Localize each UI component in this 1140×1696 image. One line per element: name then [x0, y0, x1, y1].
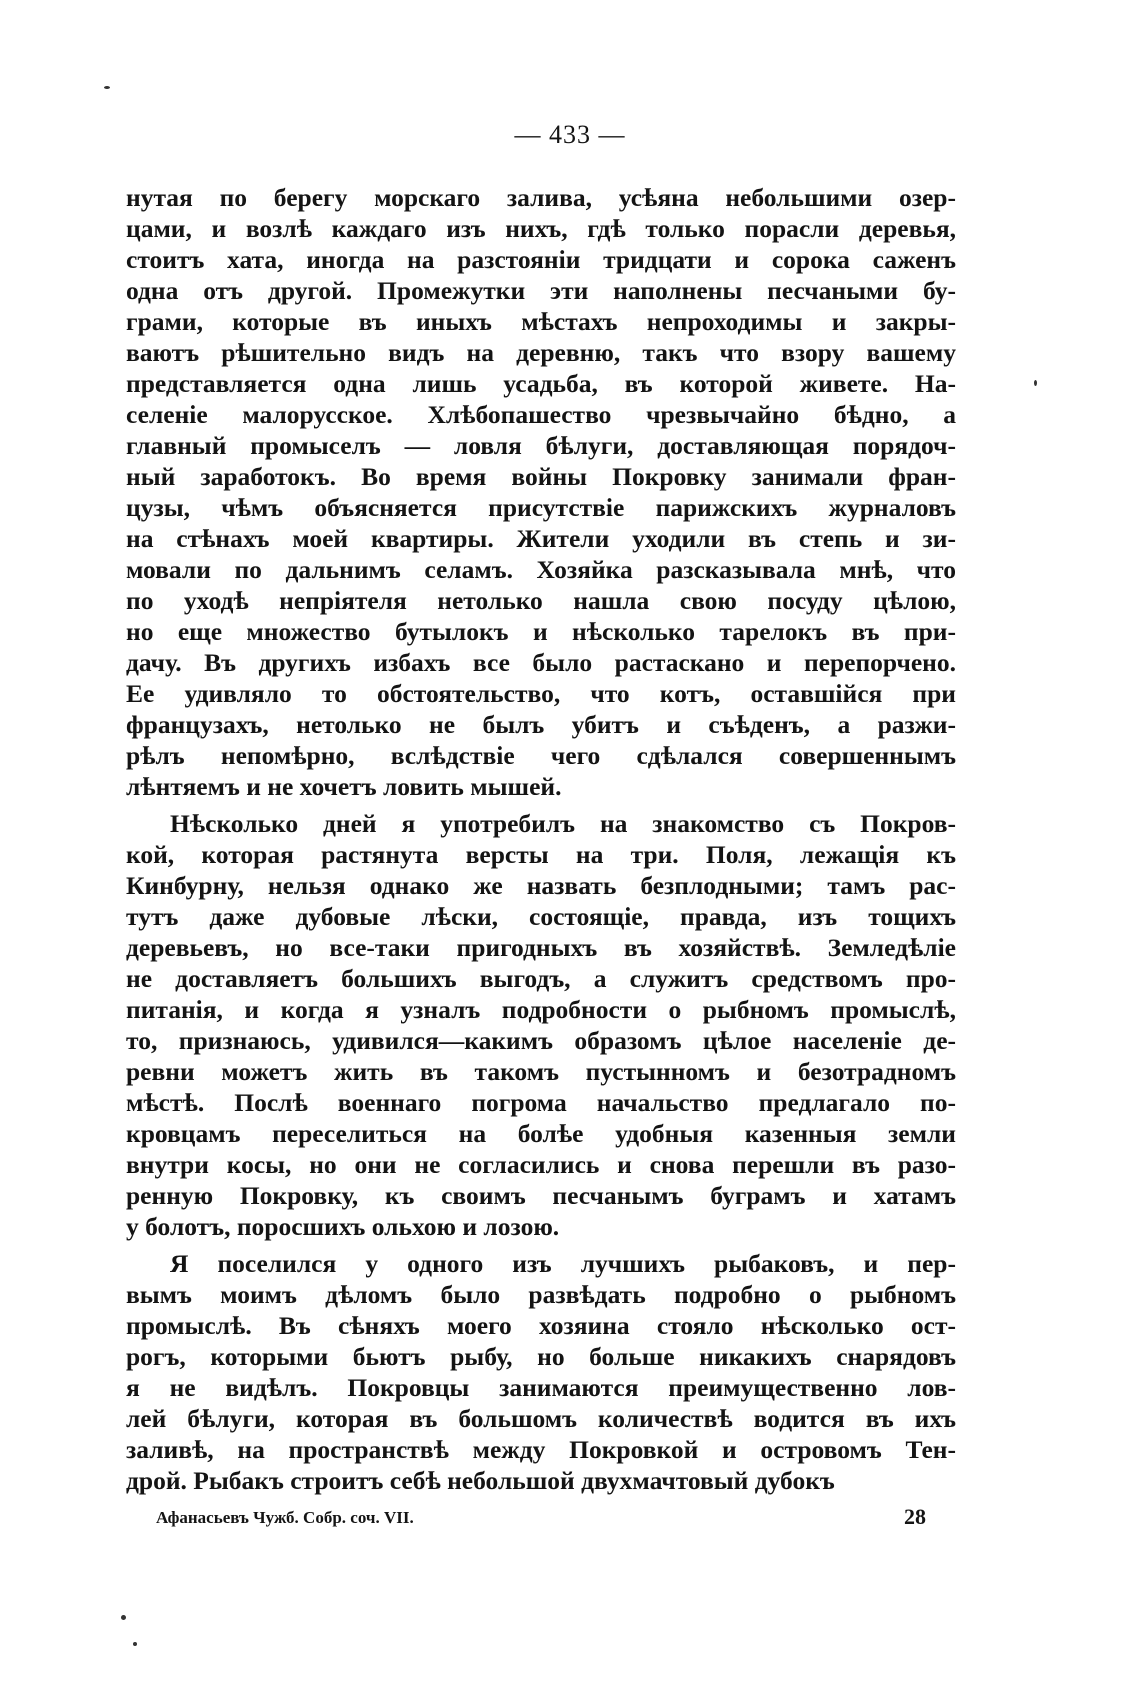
text-line: представляется одна лишь усадьба, въ которой живете. На-	[126, 369, 956, 398]
text-line: селеніе малорусское. Хлѣбопашество чрезвычайно бѣдно, а	[126, 400, 956, 429]
text-line: лей бѣлуги, которая въ большомъ количествѣ водится въ ихъ	[126, 1404, 956, 1433]
text-line: питанія, и когда я узналъ подробности о рыбномъ промыслѣ,	[126, 995, 956, 1024]
paragraph	[126, 182, 956, 802]
text-line: не доставляетъ большихъ выгодъ, а служитъ средствомъ про-	[126, 964, 956, 993]
scan-speck	[104, 86, 110, 89]
text-line: но еще множество бутылокъ и нѣсколько тарелокъ въ при-	[126, 617, 956, 646]
page-number: — 433 —	[514, 120, 626, 149]
text-line: Я поселился у одного изъ лучшихъ рыбаковъ, и пер-	[170, 1249, 956, 1278]
text-line: мѣстѣ. Послѣ военнаго погрома начальство предлагало по-	[126, 1088, 956, 1117]
text-line: цами, и возлѣ каждаго изъ нихъ, гдѣ только порасли деревья,	[126, 214, 956, 243]
text-line: ренную Покровку, къ своимъ песчанымъ буграмъ и хатамъ	[126, 1181, 956, 1210]
text-line: на стѣнахъ моей квартиры. Жители уходили въ степь и зи-	[126, 524, 956, 553]
scan-speck	[133, 1642, 137, 1646]
text-line: кровцамъ переселиться на болѣе удобныя казенныя земли	[126, 1119, 956, 1148]
text-line: кой, которая растянута версты на три. Поля, лежащія къ	[126, 840, 956, 869]
paragraph	[126, 1248, 956, 1496]
text-line: стоитъ хата, иногда на разстояніи тридцати и сорока саженъ	[126, 245, 956, 274]
text-line: тутъ даже дубовые лѣски, состоящіе, правда, изъ тощихъ	[126, 902, 956, 931]
page-footer	[156, 1504, 926, 1538]
scan-speck	[121, 1615, 126, 1620]
body-text	[126, 182, 956, 1496]
text-line: ваютъ рѣшительно видъ на деревню, такъ что взору вашему	[126, 338, 956, 367]
text-line: деревьевъ, но все-таки пригодныхъ въ хозяйствѣ. Земледѣліе	[126, 933, 956, 962]
text-line: лѣнтяемъ и не хочетъ ловить мышей.	[126, 772, 562, 801]
text-line: промыслѣ. Въ сѣняхъ моего хозяина стояло нѣсколько ост-	[126, 1311, 956, 1340]
text-line: то, признаюсь, удивился—какимъ образомъ цѣлое населеніе де-	[126, 1026, 956, 1055]
text-line: ный заработокъ. Во время войны Покровку занимали фран-	[126, 462, 956, 491]
text-line: внутри косы, но они не согласились и снова перешли въ разо-	[126, 1150, 956, 1179]
text-line: грами, которые въ иныхъ мѣстахъ непроходимы и закры-	[126, 307, 956, 336]
text-line: ревни можетъ жить въ такомъ пустынномъ и безотрадномъ	[126, 1057, 956, 1086]
text-line: одна отъ другой. Промежутки эти наполнены песчаными бу-	[126, 276, 956, 305]
text-line: Ее удивляло то обстоятельство, что котъ, оставшійся при	[126, 679, 956, 708]
text-line: нутая по берегу морскаго залива, усѣяна небольшими озер-	[126, 183, 956, 212]
text-line: французахъ, нетолько не былъ убитъ и съѣденъ, а разжи-	[126, 710, 956, 739]
text-line: дачу. Въ другихъ избахъ все было растаскано и перепорчено.	[126, 648, 956, 677]
text-line: рѣлъ непомѣрно, вслѣдствіе чего сдѣлался совершеннымъ	[126, 741, 956, 770]
footer-sheet-number: 28	[904, 1504, 926, 1529]
text-line: вымъ моимъ дѣломъ было развѣдать подробно о рыбномъ	[126, 1280, 956, 1309]
text-line: мовали по дальнимъ селамъ. Хозяйка разсказывала мнѣ, что	[126, 555, 956, 584]
footer-signature: Афанасьевъ Чужб. Собр. соч. VII.	[156, 1508, 414, 1527]
text-line: главный промыселъ — ловля бѣлуги, доставляющая порядоч-	[126, 431, 956, 460]
text-line: Кинбурну, нельзя однако же назвать безплодными; тамъ рас-	[126, 871, 956, 900]
paragraph	[126, 808, 956, 1242]
text-line: по уходѣ непріятеля нетолько нашла свою посуду цѣлою,	[126, 586, 956, 615]
text-line: я не видѣлъ. Покровцы занимаются преимущественно лов-	[126, 1373, 956, 1402]
text-line: заливѣ, на пространствѣ между Покровкой и островомъ Тен-	[126, 1435, 956, 1464]
text-line: Нѣсколько дней я употребилъ на знакомство съ Покров-	[170, 809, 956, 838]
text-line: цузы, чѣмъ объясняется присутствіе парижскихъ журналовъ	[126, 493, 956, 522]
text-line: у болотъ, поросшихъ ольхою и лозою.	[126, 1212, 560, 1241]
text-line: дрой. Рыбакъ строитъ себѣ небольшой двухмачтовый дубокъ	[126, 1466, 835, 1495]
scan-speck	[1034, 380, 1037, 386]
text-line: рогъ, которыми бьютъ рыбу, но больше никакихъ снарядовъ	[126, 1342, 956, 1371]
